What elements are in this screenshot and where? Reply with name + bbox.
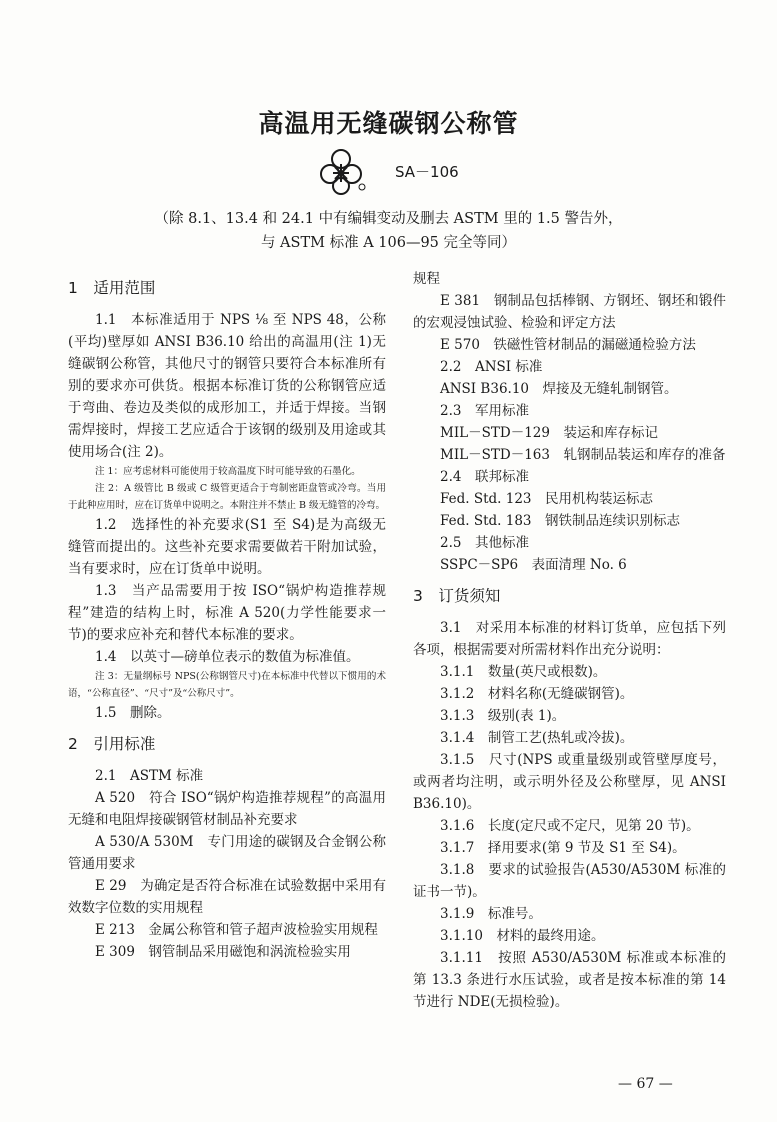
paragraph: A 530/A 530M 专门用途的碳钢及合金钢公称管通用要求 xyxy=(68,834,386,872)
paragraph: E 29 为确定是否符合标准在试验数据中采用有效数字位数的实用规程 xyxy=(68,878,386,916)
subtitle-line: （除 8.1、13.4 和 24.1 中有编辑变动及删去 ASTM 里的 1.5 警告外， xyxy=(154,211,623,227)
paragraph: 1.5 删除。 xyxy=(95,705,171,721)
paragraph: 2.1 ASTM 标准 xyxy=(95,768,204,784)
left-column xyxy=(68,268,386,963)
paragraph: 规程 xyxy=(413,271,440,287)
paragraph: 3.1.1 数量(英尺或根数)。 xyxy=(440,664,607,680)
subtitle-line: 与 ASTM 标准 A 106—95 完全等同） xyxy=(260,235,517,251)
paragraph: 1.3 当产品需要用于按 ISO“锅炉构造推荐规程”建造的结构上时，标准 A 520(力学性能要求一节)的要求应补充和替代本标准的要求。 xyxy=(68,583,386,643)
paragraph: 1.2 选择性的补充要求(S1 至 S4)是为高级无缝管而提出的。这些补充要求需要做若干附加试验，当有要求时，应在订货单中说明。 xyxy=(68,517,386,577)
paragraph: MIL－STD－163 轧钢制品装运和库存的准备 xyxy=(440,447,726,463)
section-heading: 3 订货须知 xyxy=(413,587,501,605)
note-paragraph: 注 3：无量纲标号 NPS(公称钢管尺寸)在本标准中代替以下惯用的术语，“公称直径”、“尺寸”及“公称尺寸”。 xyxy=(68,671,386,699)
note-paragraph: 注 2：A 级管比 B 级或 C 级管更适合于弯制密距盘管或冷弯。当用于此种应用时，应在订货单中说明之。本附注并不禁止 B 级无缝管的冷弯。 xyxy=(68,483,386,511)
paragraph: 3.1.8 要求的试验报告(A530/A530M 标准的证书一节)。 xyxy=(413,862,726,900)
asme-emblem-icon xyxy=(315,148,367,196)
standard-code: SA－106 xyxy=(395,163,459,181)
paragraph: 2.5 其他标准 xyxy=(440,535,529,551)
section-heading: 2 引用标准 xyxy=(68,735,156,753)
paragraph: 3.1.9 标准号。 xyxy=(440,906,542,922)
paragraph: 3.1.3 级别(表 1)。 xyxy=(440,708,566,724)
paragraph: E 381 钢制品包括棒钢、方钢坯、钢坯和锻件的宏观浸蚀试验、检验和评定方法 xyxy=(413,293,726,331)
paragraph: 3.1.7 择用要求(第 9 节及 S1 至 S4)。 xyxy=(440,840,686,856)
paragraph: 3.1.6 长度(定尺或不定尺，见第 20 节)。 xyxy=(440,818,700,834)
page-number: — 67 — xyxy=(618,1076,673,1092)
paragraph: 1.4 以英寸—磅单位表示的数值为标准值。 xyxy=(95,649,360,665)
paragraph: MIL－STD－129 装运和库存标记 xyxy=(440,425,658,441)
paragraph: Fed. Std. 123 民用机构装运标志 xyxy=(440,491,654,507)
paragraph: 2.4 联邦标准 xyxy=(440,469,529,485)
paragraph: 3.1.5 尺寸(NPS 或重量级别或管壁厚度号，或两者均注明，或示明外径及公称壁厚，见 ANSI B36.10)。 xyxy=(413,752,726,812)
section-heading: 1 适用范围 xyxy=(68,279,156,297)
paragraph: A 520 符合 ISO“锅炉构造推荐规程”的高温用无缝和电阻焊接碳钢管材制品补充要求 xyxy=(68,790,386,828)
subtitle xyxy=(0,207,777,255)
paragraph: 3.1.10 材料的最终用途。 xyxy=(440,928,605,944)
paragraph: 1.1 本标准适用于 NPS ⅛ 至 NPS 48，公称(平均)壁厚如 ANSI B36.10 给出的高温用(注 1)无缝碳钢公称管，其他尺寸的钢管只要符合本标准所有别的要求亦可供货。根据本标准订货的公称钢管应适于弯曲、卷边及类似的成形加工，并适于焊接。当钢需焊接时，焊接工艺应适合于该钢的级别及用途或其使用场合(注 2)。 xyxy=(68,312,386,460)
paragraph: 3.1 对采用本标准的材料订货单，应包括下列各项，根据需要对所需材料作出充分说明： xyxy=(413,620,726,658)
note-paragraph: 注 1：应考虑材料可能使用于较高温度下时可能导致的石墨化。 xyxy=(95,466,361,477)
paragraph: E 309 钢管制品采用磁饱和涡流检验实用 xyxy=(95,944,351,960)
paragraph: 2.2 ANSI 标准 xyxy=(440,359,543,375)
paragraph: 3.1.2 材料名称(无缝碳钢管)。 xyxy=(440,686,634,702)
paragraph: E 213 金属公称管和管子超声波检验实用规程 xyxy=(95,922,378,938)
paragraph: 3.1.4 制管工艺(热轧或冷拔)。 xyxy=(440,730,634,746)
paragraph: E 570 铁磁性管材制品的漏磁通检验方法 xyxy=(440,337,696,353)
paragraph: SSPC－SP6 表面清理 No. 6 xyxy=(440,557,627,573)
paragraph: Fed. Std. 183 钢铁制品连续识别标志 xyxy=(440,513,681,529)
document-title: 高温用无缝碳钢公称管 xyxy=(258,109,519,138)
paragraph: 2.3 军用标准 xyxy=(440,403,529,419)
paragraph: 3.1.11 按照 A530/A530M 标准或本标准的第 13.3 条进行水压试验，或者是按本标准的第 14 节进行 NDE(无损检验)。 xyxy=(413,950,726,1010)
right-column xyxy=(413,268,726,1013)
paragraph: ANSI B36.10 焊接及无缝轧制钢管。 xyxy=(440,381,678,397)
